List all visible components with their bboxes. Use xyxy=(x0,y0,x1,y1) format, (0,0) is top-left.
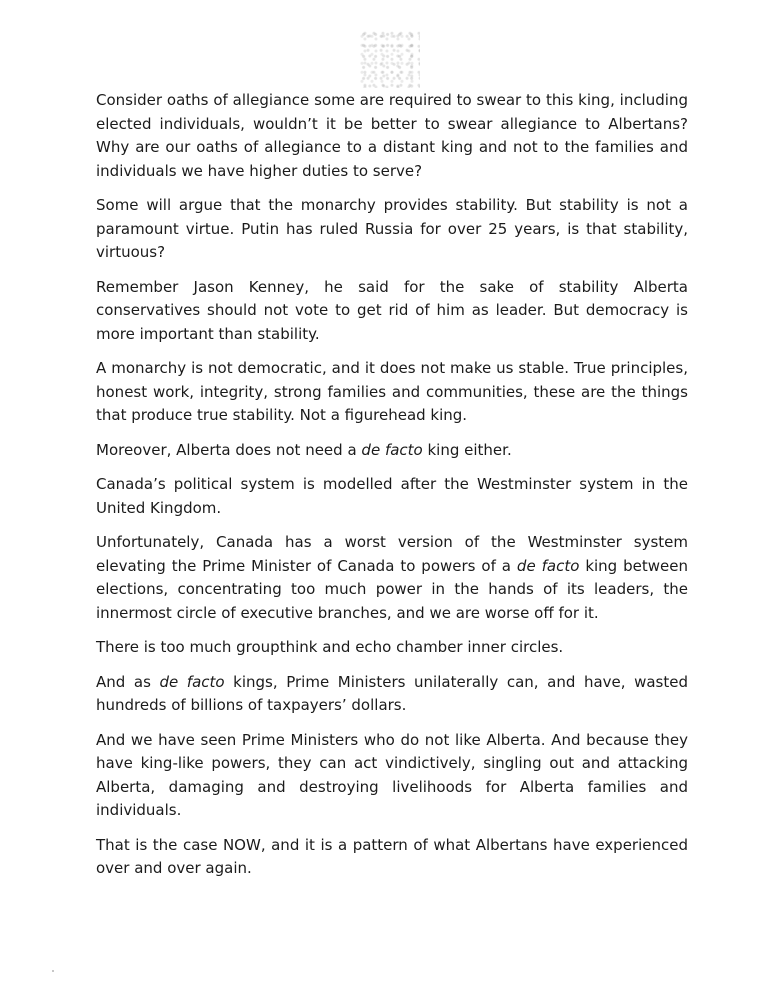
paragraph xyxy=(96,834,688,881)
italic-text: de facto xyxy=(159,672,225,691)
italic-text: de facto xyxy=(361,440,423,459)
paragraph-text: Moreover, Alberta does not need a xyxy=(96,440,362,459)
document-body xyxy=(96,89,688,892)
paragraph-text: A monarchy is not democratic, and it does not make us stable. True principles, honest work, integrity, strong families and communities, these are the things that produce true stability. Not a figurehead king. xyxy=(96,359,688,424)
paragraph xyxy=(96,531,688,625)
paragraph xyxy=(96,276,688,347)
paragraph xyxy=(96,439,688,463)
paragraph-text: That is the case NOW, and it is a pattern of what Albertans have experienced over and over again. xyxy=(96,835,688,877)
scan-speck xyxy=(52,970,54,972)
paragraph xyxy=(96,89,688,183)
paragraph xyxy=(96,636,688,660)
scan-smudge-mark xyxy=(360,30,420,88)
paragraph-text: Consider oaths of allegiance some are required to swear to this king, including elected individuals, wouldn’t it be better to swear allegiance to Albertans? Why are our oaths of allegiance to a distant king and not to the families and individuals we have higher duties to serve? xyxy=(96,91,688,180)
paragraph xyxy=(96,671,688,718)
paragraph-text: king either. xyxy=(422,440,512,459)
paragraph-text: And we have seen Prime Ministers who do not like Alberta. And because they have king-like powers, they can act vindictively, singling out and attacking Alberta, damaging and destroying livelihoods for Alberta families and individuals. xyxy=(96,730,688,819)
paragraph-text: Unfortunately, Canada has a worst version of the Westminster system elevating the Prime Minister of Canada to powers of a xyxy=(96,533,688,575)
paragraph xyxy=(96,473,688,520)
paragraph-text: And as xyxy=(96,672,160,691)
paragraph xyxy=(96,194,688,265)
paragraph-text: Canada’s political system is modelled after the Westminster system in the United Kingdom. xyxy=(96,475,688,517)
paragraph-text: There is too much groupthink and echo chamber inner circles. xyxy=(96,638,564,656)
paragraph-text: king between elections, concentrating too much power in the hands of its leaders, the innermost circle of executive branches, and we are worse off for it. xyxy=(96,556,688,622)
paragraph xyxy=(96,357,688,428)
paragraph-text: Some will argue that the monarchy provides stability. But stability is not a paramount virtue. Putin has ruled Russia for over 25 years, is that stability, virtuous? xyxy=(96,196,688,261)
paragraph-text: Remember Jason Kenney, he said for the sake of stability Alberta conservatives should not vote to get rid of him as leader. But democracy is more important than stability. xyxy=(96,277,688,343)
italic-text: de facto xyxy=(516,556,580,575)
paragraph xyxy=(96,729,688,823)
paragraph-text: kings, Prime Ministers unilaterally can, and have, wasted hundreds of billions of taxpayers’ dollars. xyxy=(96,672,689,714)
